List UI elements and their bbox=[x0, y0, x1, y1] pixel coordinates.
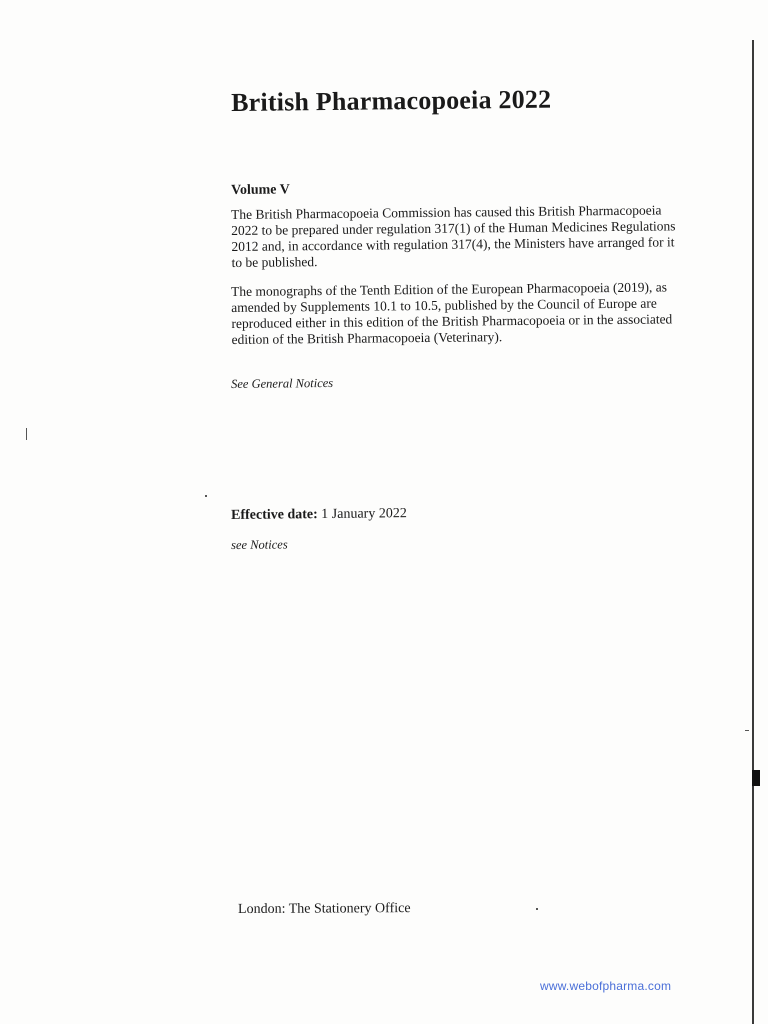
scan-speck bbox=[536, 908, 538, 910]
effective-date-label: Effective date: bbox=[231, 507, 318, 523]
scan-edge-line bbox=[752, 40, 754, 1024]
monographs-paragraph: The monographs of the Tenth Edition of the European Pharmacopoeia (2019), as amended by Supplements 10.1 to 10.5, published by the Council of Europe are reproduced either in this edition of the British Pharmacopoeia or in the associated edition of the British Pharmacopoeia (Veterinary). bbox=[231, 279, 673, 347]
watermark-link[interactable]: www.webofpharma.com bbox=[540, 979, 672, 993]
scan-speck bbox=[205, 495, 207, 497]
scan-edge-mark bbox=[752, 770, 760, 786]
page-title: British Pharmacopoeia 2022 bbox=[231, 84, 552, 117]
effective-date-value: 1 January 2022 bbox=[321, 506, 407, 523]
scan-speck bbox=[26, 428, 27, 440]
general-notices-reference: See General Notices bbox=[231, 375, 334, 391]
commission-paragraph: The British Pharmacopoeia Commission has caused this British Pharmacopoeia 2022 to be prepared under regulation 317(1) of the Human Medicines Regulations 2012 and, in accordance with regulation 317(4), the Ministers have arranged for it to be published. bbox=[231, 202, 676, 270]
publisher-line: London: The Stationery Office bbox=[238, 901, 411, 917]
volume-label: Volume V bbox=[231, 182, 290, 198]
effective-date bbox=[231, 503, 681, 524]
notices-reference: see Notices bbox=[231, 537, 288, 552]
scan-speck bbox=[745, 730, 749, 731]
